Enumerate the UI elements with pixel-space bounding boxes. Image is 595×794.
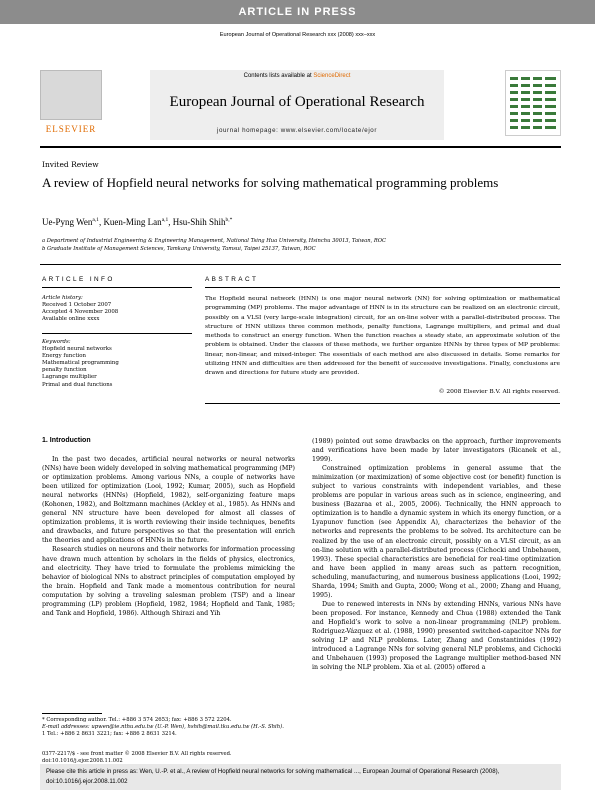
journal-title: European Journal of Operational Research [169,94,425,110]
footnote-tel: 1 Tel.: +886 2 8631 3221; fax: +886 2 8631 3214. [42,731,177,737]
keywords-block [42,339,119,389]
author-sup: a,1 [161,217,169,223]
doi-line[interactable]: doi:10.1016/j.ejor.2008.11.002 [42,758,123,764]
keyword: penalty function [42,367,87,374]
paragraph: Due to renewed interests in NNs by extending HNNs, various NNs have been proposed. For instance, Kennedy and Chua (1988) extended the Tank and Hopfield’s work to solve a non-linear programming (NLP) problem. Rodriguez-Vázquez et al. (1988, 1990) presented switched-capacitor NNs for solving LP and NLP problems. Later, Zhang and Constantinides (1992) introduced a Lagrange NNs for solving general NLP problems, and Cichocki and Unbehauen (1993) proposed the Lagrange multiplier method-based NN in solving the NLP problem. Xia et al. (2005) offered a [312,600,561,672]
elsevier-tree-image [40,70,102,120]
paragraph: Research studies on neurons and their networks for information processing have drawn much attention by scholars in the fields of physics, electronics, and electricity. They have tried to formulate the problems mimicking the behavior of biological NNs to abstract principles of computation employed by the brain. Hopfield and Tank made a momentous contribution for neural computation by solving a traveling salesman problem (TSP) and a linear programming (LP) problem (Hopfield, 1982, 1984; Hopfield and Tank, 1985; and Tank and Hopfield, 1986). Although Shirazi and Yih [42,546,295,617]
keyword: Mathematical programming [42,360,119,367]
header-rule [40,146,561,148]
keyword: Primal and dual functions [42,381,113,388]
abstract-heading: ABSTRACT [205,276,259,283]
issn-line: 0377-2217/$ - see front matter © 2008 Elsevier B.V. All rights reserved. [42,751,232,757]
divider [40,264,561,265]
author-name: Kuen-Ming Lan [103,217,162,227]
footnote-rule [42,713,102,714]
sciencedirect-link[interactable]: ScienceDirect [313,73,351,79]
paragraph: In the past two decades, artificial neural networks or neural networks (NNs) have been widely developed in solving mathematical programming (MP) or optimization problems. Among various NNs, a couple of networks have been utilized for optimization (Looi, 1992; Kumar, 2005), such as Hopfield neural networks (HNNs) (Hopfield, 1982), self-organizing feature maps (Kohonen, 1982), and Boltzmann machines (Ackley et al., 1985). As HNNs and general NN structure have been developed for almost all classes of optimization problems, it is worth reviewing their inside techniques, benefits and drawbacks, and future perspectives so that the presentation will enrich the theories and applications of HNNs in the future. [42,456,295,545]
keyword: Lagrange multiplier [42,374,97,381]
front-matter [42,751,232,765]
article-info-heading: ARTICLE INFO [42,276,115,283]
history-item: Received 1 October 2007 [42,302,112,309]
journal-homepage[interactable]: journal homepage: www.elsevier.com/locate/ejor [216,127,377,134]
footnote-corresponding: * Corresponding author. Tel.: +886 3 574 2653; fax: +886 3 572 2204. [42,717,232,723]
article-title: A review of Hopfield neural networks for solving mathematical programming problems [42,175,499,190]
affiliation: b Graduate Institute of Management Sciences, Tamkang University, Tamsui, Taipei 25137, Taiwan, ROC [42,246,316,252]
contents-line [150,73,444,79]
article-in-press-banner: ARTICLE IN PRESS [0,0,595,24]
intro-left-column [42,455,295,618]
intro-right-column [312,437,561,672]
article-history [42,295,118,323]
history-item: Accepted 4 November 2008 [42,309,119,316]
keywords-label: Keywords: [42,339,71,345]
paragraph: (1989) pointed out some drawbacks on the approach, further improvements and verifications have been made by later investigators (Ricanek et al., 1999). [312,438,561,464]
author-sup: a,1 [92,217,99,223]
history-item: Available online xxxx [42,316,100,323]
elsevier-logo [40,70,102,136]
author-list: Ue-Pyng Wen$^{a,1}$, Kuen-Ming Lan$^{a,1}$, Hsu-Shih Shih$^{b,*}$ [42,217,233,227]
author-name: Ue-Pyng Wen [42,217,93,227]
elsevier-logo-text: ELSEVIER [45,124,97,134]
info-rule [42,333,192,334]
contents-prefix: Contents lists available at [243,73,312,79]
abstract-text: The Hopfield neural network (HNN) is one major neural network (NN) for solving optimization or mathematical programming (MP) problems. The major advantage of HNN is in its structure can be realized on an electronic circuit, possibly on a VLSI (very large-scale integration) circuit, for an on-line solver with a parallel-distributed process. The structure of HNN utilizes three common methods, penalty functions, Lagrange multipliers, and primal and dual methods to construct an energy function. When the function reaches a steady state, an approximate solution of the problem is obtained. Under the classes of these methods, we further organize HNNs by three types of MP problems: linear, non-linear, and mixed-integer. The essentials of each method are also discussed in details. Some remarks for utilizing HNN and difficulties are then addressed for the benefit of successive investigations. Finally, conclusions are drawn and directions for future study are provided. [205,296,560,377]
author-name: Hsu-Shih Shih [172,217,226,227]
journal-reference: European Journal of Operational Research xxx (2008) xxx–xxx [219,32,376,38]
info-rule [42,287,192,288]
cover-pattern-icon [506,71,560,135]
history-label: Article history: [42,295,83,301]
keyword: Energy function [42,353,86,360]
abstract-rule [205,287,560,288]
paragraph: Constrained optimization problems in general assume that the minimization (or maximization) of some objective cost (or benefit) function is subject to various constraints with independent variables, and these problems are popular in various areas such as in science, engineering, and business (Bazaraa et al., 2005, 2006). Technically, the HNN approach to optimization is to handle a dynamic system in which its energy function, or a Lyapunov function (see Appendix A), characterizes the behavior of the networks and represents the problems to be solved. Its architecture can be realized by the use of an electronic circuit, possibly on a VLSI circuit, as an on-line solution with a parallel-distributed process (Cichocki and Unbehauen, 1993). These special characteristics are beneficial for real-time optimization and have been applied in many areas such as pattern recognition, scheduling, manufacturing, and numerous business applications (Looi, 1992; Sharda, 1994; Smith and Gupta, 2000; Wong et al., 2000; Zhang and Huang, 1995). [312,465,561,599]
article-type: Invited Review [42,160,99,169]
affiliation: a Department of Industrial Engineering & Engineering Management, National Tsing Hua University, Hsinchu 30013, Taiwan, ROC [42,238,387,244]
footnotes [42,717,295,738]
abstract-copyright: © 2008 Elsevier B.V. All rights reserved. [438,389,560,395]
author-sup: b,* [225,217,233,223]
citation-box: Please cite this article in press as: Wen, U.-P. et al., A review of Hopfield neural networks for solving mathematical ..., European Journal of Operational Research (2008), doi:10.1016/j.ejor.2008.11.002 [40,764,561,790]
footnote-emails: E-mail addresses: upwen@ie.nthu.edu.tw (U.-P. Wen), hshih@mail.tku.edu.tw (H.-S. Shih). [42,724,284,730]
journal-cover-image [505,70,561,136]
keyword: Hopfield neural networks [42,346,112,353]
abstract-bottom-rule [205,403,560,404]
section-heading: 1. Introduction [42,437,91,444]
